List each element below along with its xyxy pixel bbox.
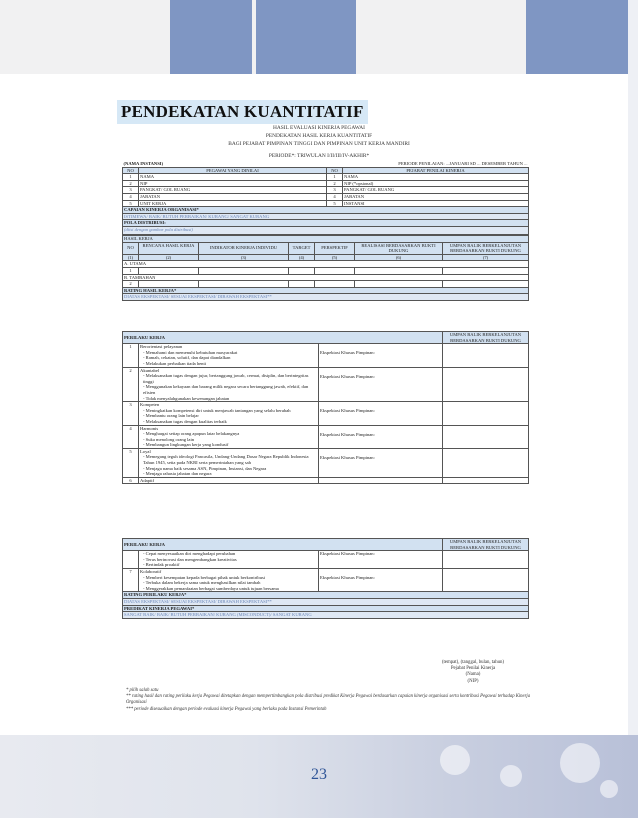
field-label: UNIT KERJA [139, 200, 327, 207]
item-title: Berorientasi pelayanan [140, 344, 183, 350]
heading-line: PENDEKATAN HASIL KERJA KUANTITATIF [265, 133, 373, 139]
item-title: Loyal [140, 448, 151, 454]
signature-line: (NIP) [467, 678, 479, 684]
signature-line: (Nama) [465, 672, 481, 678]
row-no: 4 [123, 193, 139, 200]
field-label: NIP [139, 180, 327, 187]
field-label: JABATAN [343, 193, 529, 200]
item-line: - Melaksanakan tugas dengan jujur, bertanggung jawab, cermat, disiplin, dan berintegritas tinggi [143, 373, 309, 384]
footnotes [126, 688, 536, 713]
perilaku-table [122, 538, 529, 619]
field-label: NAMA [343, 174, 529, 181]
item-line: - Memegang teguh ideologi Pancasila, Undang-Undang Dasar Negara Republik Indonesia Tahun 1945, setia pada NKRI serta pemerintahan yang sah [143, 454, 309, 466]
perilaku-label: PERILAKU KERJA [123, 539, 443, 551]
item-title: Kompeten [140, 402, 160, 408]
perilaku-item [139, 367, 319, 402]
col-rencana: RENCANA HASIL KERJA [139, 242, 199, 254]
perilaku-item [139, 448, 319, 477]
hasil-kerja-label: HASIL KERJA [123, 235, 529, 242]
ekspektasi: Ekspektasi Khusus Pimpinan: [319, 402, 443, 425]
signature-line: Pejabat Penilai Kinerja [450, 666, 496, 672]
field-label: NIP (*opsional) [343, 180, 529, 187]
perilaku-label: PERILAKU KERJA [123, 332, 443, 344]
item-line: - Menggunakan kekayaan dan barang milik negara secara bertanggung jawab, efektif, dan efisien [143, 384, 309, 395]
col-num: (6) [355, 254, 443, 261]
row-no: 5 [327, 200, 343, 207]
row-no: 5 [123, 200, 139, 207]
identity-table [122, 161, 529, 235]
row-no: 1 [123, 267, 139, 274]
col-target: TARGET [289, 242, 315, 254]
item-line: - Ramah, cekatan, solutif, dan dapat diandalkan [143, 355, 231, 361]
col-indikator: INDIKATOR KINERJA INDIVIDU [199, 242, 289, 254]
section-utama: A. UTAMA [123, 261, 529, 268]
col-no: NO [327, 167, 343, 174]
field-label: NAMA [139, 174, 327, 181]
row-no: 1 [123, 174, 139, 181]
perilaku-item [139, 402, 319, 425]
item-line: - Suka menolong orang lain [143, 436, 195, 442]
col-umpan-balik: UMPAN BALIK BERKELANJUTAN BERDASARKAN BUKTI DUKUNG [443, 242, 529, 254]
item-line: - Memberi kesempatan kepada berbagai pihak untuk berkontribusi [143, 574, 266, 580]
field-label: PANGKAT/ GOL RUANG [139, 187, 327, 194]
col-pegawai: PEGAWAI YANG DINILAI [139, 167, 327, 174]
col-num: (1) [123, 254, 139, 261]
col-num: (2) [139, 254, 199, 261]
evaluation-form [122, 161, 529, 301]
footnote: ** rating hasil dan rating perilaku kerja Pegawai ditetapkan dengan mempertimbangkan pola distribusi predikat Kinerja Pegawai berdasarkan capaian kinerja organisasi serta kontribusi Pegawai terhadap Kinerja Organisasi [126, 694, 531, 706]
row-no: 3 [123, 402, 139, 425]
predikat-label: PREDIKAT KINERJA PEGAWAI* [123, 605, 529, 612]
signature-block [430, 660, 516, 685]
pola-value: (diisi dengan gambar pola distribusi) [123, 226, 529, 234]
col-perspektif: PERSPEKTIF [315, 242, 355, 254]
perilaku-section-2 [122, 538, 529, 619]
period-line: PERIODE*: TRIWULAN I/II/III/IV-AKHIR* [268, 153, 370, 159]
rating-perilaku-value: DIATAS EKSPEKTASI/ SESUAI EKSPEKTASI/ DIBAWAH EKSPEKTASI** [123, 598, 529, 605]
rating-perilaku-label: RATING PERILAKU KERJA* [123, 592, 529, 599]
item-line: - Melaksanakan tugas dengan kualitas terbaik [143, 418, 227, 424]
capaian-label: CAPAIAN KINERJA ORGANISASI* [123, 207, 529, 214]
item-title: Akuntabel [140, 367, 160, 373]
col-no: NO [123, 242, 139, 254]
header-block [526, 0, 630, 74]
item-line: - Tidak menyalahgunakan kewenangan jabatan [143, 395, 230, 401]
item-line: - Menggerakkan pemanfaatan berbagai sumberdaya untuk tujuan bersama [143, 585, 279, 591]
footnote: *** periode disesuaikan dengan periode evaluasi kinerja Pegawai yang berlaku pada Instansi Pemerintah [126, 706, 327, 712]
item-line: - Membantu orang lain belajar [143, 413, 199, 419]
heading-line: BAGI PEJABAT PIMPINAN TINGGI DAN PIMPINAN UNIT KERJA MANDIRI [228, 141, 410, 147]
row-no: 1 [327, 174, 343, 181]
row-no: 2 [123, 180, 139, 187]
field-label: PANGKAT/ GOL RUANG [343, 187, 529, 194]
perilaku-item [139, 568, 319, 591]
rating-hasil-label: RATING HASIL KERJA* [123, 287, 529, 294]
item-line: - Cepat menyesuaikan diri menghadapi perubahan [143, 551, 236, 557]
item-title: Kolaboratif [140, 568, 162, 574]
item-line: - Memahami dan memenuhi kebutuhan masyarakat [143, 349, 238, 355]
row-no: 3 [123, 187, 139, 194]
page-title-box [117, 100, 368, 124]
signature-line: (tempat), (tanggal, bulan, tahun) [441, 660, 505, 665]
col-num: (4) [289, 254, 315, 261]
col-num: (5) [315, 254, 355, 261]
item-line: - Bertindak proaktif [143, 562, 180, 568]
item-line: - Menjaga nama baik sesama ASN, Pimpinan, Instansi, dan Negara [143, 465, 267, 471]
item-line: - Meningkatkan kompetensi diri untuk menjawab tantangan yang selalu berubah [143, 407, 291, 413]
perilaku-item [139, 344, 319, 367]
item-line: - Membangun lingkungan kerja yang kondusif [143, 442, 229, 448]
ekspektasi: Ekspektasi Khusus Pimpinan: [319, 448, 443, 477]
hasil-kerja-table [122, 235, 529, 301]
periode-penilaian: PERIODE PENILAIAN: ...JANUARI SD ... DESEMBER TAHUN ... [398, 161, 528, 166]
col-realisasi: REALISASI BERDASARKAN BUKTI DUKUNG [355, 242, 443, 254]
ekspektasi: Ekspektasi Khusus Pimpinan: [319, 425, 443, 448]
item-line: - Melakukan perbaikan tiada henti [143, 360, 207, 366]
header-block [170, 0, 252, 74]
col-num: (3) [199, 254, 289, 261]
col-umpan-balik: UMPAN BALIK BERKELANJUTAN BERDASARKAN BUKTI DUKUNG [443, 539, 529, 551]
row-no: 2 [123, 281, 139, 288]
perilaku-table [122, 331, 529, 484]
row-no: 3 [327, 187, 343, 194]
item-line: - Terbuka dalam bekerja sama untuk menghasilkan nilai tambah [143, 580, 261, 586]
col-no: NO [123, 167, 139, 174]
header-block [256, 0, 356, 74]
field-label: JABATAN [139, 193, 327, 200]
row-no: 2 [123, 367, 139, 402]
rating-hasil-value: DIATAS EKSPEKTASI/ SESUAI EKSPEKTASI/ DIBAWAH EKSPEKTASI** [123, 294, 529, 301]
instansi-name: (NAMA INSTANSI) [123, 161, 164, 166]
row-no: 6 [123, 477, 139, 484]
capaian-value: ISTIMEWA/ BAIK/ BUTUH PERBAIKAN/ KURANG/ SANGAT KURANG [123, 213, 529, 220]
row-no: 4 [327, 193, 343, 200]
item-line: - Menghargai setiap orang apapun latar belakangnya [143, 431, 240, 437]
page-title: PENDEKATAN KUANTITATIF [121, 102, 364, 121]
item-line: - Terus berinovasi dan mengembangkan kreativitas [143, 556, 237, 562]
perilaku-item [139, 551, 319, 569]
page-number: 23 [311, 766, 327, 783]
col-penilai: PEJABAT PENILAI KINERJA [343, 167, 529, 174]
ekspektasi: Ekspektasi Khusus Pimpinan: [319, 551, 443, 569]
row-no: 4 [123, 425, 139, 448]
row-no: 1 [123, 344, 139, 367]
predikat-value: SANGAT BAIK/ BAIK/ BUTUH PERBAIKAN/ KURANG (MISCONDUCT)/ SANGAT KURANG [123, 612, 529, 619]
item-title: Adaptif [139, 477, 319, 484]
col-num: (7) [443, 254, 529, 261]
form-headings [0, 124, 638, 148]
ekspektasi: Ekspektasi Khusus Pimpinan: [319, 568, 443, 591]
section-tambahan: B. TAMBAHAN [123, 274, 529, 281]
heading-line: HASIL EVALUASI KINERJA PEGAWAI [273, 125, 365, 131]
footnote: * pilih salah satu [126, 688, 159, 693]
perilaku-item [139, 425, 319, 448]
col-umpan-balik: UMPAN BALIK BERKELANJUTAN BERDASARKAN BUKTI DUKUNG [443, 332, 529, 344]
row-no: 2 [327, 180, 343, 187]
item-title: Harmonis [140, 425, 159, 431]
row-no: 7 [123, 568, 139, 591]
row-no: 5 [123, 448, 139, 477]
ekspektasi: Ekspektasi Khusus Pimpinan: [319, 367, 443, 402]
pola-label: POLA DISTRIBUSI: [123, 220, 529, 227]
item-line: - Menjaga rahasia jabatan dan negara [143, 471, 212, 477]
ekspektasi: Ekspektasi Khusus Pimpinan: [319, 344, 443, 367]
field-label: INSTANSI [343, 200, 529, 207]
page-edge [628, 0, 638, 818]
perilaku-section-1 [122, 331, 529, 484]
